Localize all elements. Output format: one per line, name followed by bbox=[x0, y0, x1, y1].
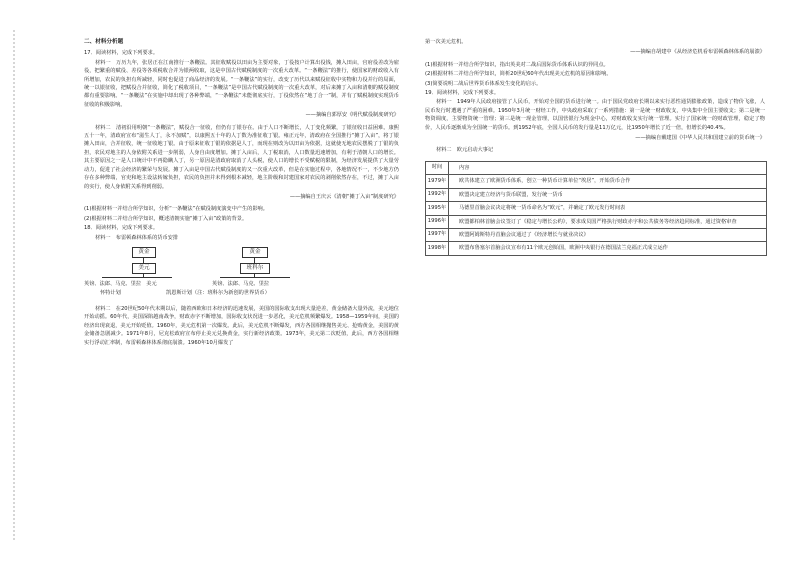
header-year: 时间 bbox=[426, 161, 449, 174]
row-event: 马德里首脑会议决定将统一货币命名为“欧元”，并确定了欧元发行时间表 bbox=[449, 202, 767, 215]
row-year: 1997年 bbox=[426, 228, 449, 241]
q18-ask-1: (1)根据材料一并结合所学知识，指出英美对二战后国际货币体系认识的异同点。 bbox=[425, 61, 609, 68]
table-row bbox=[426, 188, 767, 201]
q18-material-2-continued: 第一次美元危机。 bbox=[425, 39, 467, 45]
q17-material-1: 材料一 万历九年，张居正在江南推行一条鞭法。其征收赋役以田亩为主要对象，丁役按户计算出役钱，摊入田亩，官府役差改为雇役，把繁重的赋役、差役等各项税收合并为银两收取，这是中国古代赋税制度的一次重大改革。“一条鞭法”的推行，使国家的财政收入有所增加，农民的负担有所减轻，同时也促进了商品经济的发展。“一条鞭法”的实行，改变了历代以来赋役征收中实物和力役并行的局面，统一以银征收，把赋役合并征收，简化了税收项目，“一条鞭法”是中国古代赋役制度的一次重大改革，对后来摊丁入亩和清朝的赋役制度都有重要影响。“一条鞭法”在实施中却出现了各种弊端，“一条鞭法”未能彻底实行，丁役依然在“地丁合一”制，并有了赋税制度实现货币征收的积极影响。 bbox=[84, 59, 399, 108]
keynes-plan-label: 凯恩斯计划（注：班科尔为新创的世界货币） bbox=[166, 289, 270, 296]
table-header-row bbox=[426, 161, 767, 174]
currencies-right: 英镑、法郎、马克、里拉 bbox=[212, 280, 270, 287]
left-column bbox=[84, 38, 399, 347]
row-event: 欧共体建立了欧洲货币体系，创立一种货币计算单位“埃居”，开始货币合作 bbox=[449, 175, 767, 188]
q17-source-2: ——摘编自王庆云《清朝“摊丁入亩”制度研究》 bbox=[289, 193, 399, 200]
bancor-box: 班科尔 bbox=[240, 263, 270, 274]
header-event: 内容 bbox=[449, 161, 767, 174]
white-plan-label: 怀特计划 bbox=[100, 289, 121, 296]
table-row bbox=[426, 175, 767, 188]
gold-box-right: 黄金 bbox=[242, 247, 268, 258]
row-year: 1992年 bbox=[426, 188, 449, 201]
connector-line bbox=[220, 277, 290, 278]
row-event: 欧盟阿姆斯特丹首脑会议通过了《经济增长与就业决议》 bbox=[449, 228, 767, 241]
row-year: 1979年 bbox=[426, 175, 449, 188]
currencies-left: 英镑、法郎、马克、里拉 美元 bbox=[84, 280, 157, 287]
usd-box: 美元 bbox=[132, 263, 156, 274]
section-title: 二、材料分析题 bbox=[84, 39, 124, 45]
q18-ask-3: (3)简要说明二战后世界货币体系发生变化的启示。 bbox=[425, 80, 542, 87]
table-row bbox=[426, 228, 767, 241]
q17-ask-1: (1)根据材料一并结合所学知识，分析“一条鞭法”在赋役制度演变中产生的影响。 bbox=[84, 206, 268, 213]
q17-ask-2: (2)根据材料二并结合所学知识，概述清朝实施“摊丁入亩”政策的背景。 bbox=[84, 215, 248, 222]
currency-system-diagram bbox=[84, 245, 399, 303]
binding-margin bbox=[0, 30, 24, 540]
q18-material-2: 材料二 在20世纪50年代末期以后，随着西欧和日本经济的迅速发展，美国的国际收支出现大量逆差，黄金储备大量外流，美元地位开始动摇。60年代，美国深陷越南战争，财政赤字不断增加，国际收支状况进一步恶化，美元危机频繁爆发。1958—1959年间，美国的经济出现衰退，美元开始贬值。1960年，美元危机第一次爆发。此后，美元危机不断爆发，西方各国相继抛售美元、抢购黄金，美国的黄金储备急剧减少。1971年8月，尼克松政府宣布停止美元兑换黄金，实行新经济政策。1973年，美元第二次贬值，此后，西方各国相继实行浮动汇率制，布雷顿森林体系彻底崩溃。1960年10月爆发了 bbox=[84, 305, 399, 346]
question-17-title: 17．阅读材料，完成下列要求。 bbox=[84, 50, 159, 57]
euro-events-table bbox=[425, 161, 767, 256]
row-year: 1995年 bbox=[426, 202, 449, 215]
q19-table-caption: 材料二 欧元启动大事记 bbox=[436, 147, 494, 154]
table-row bbox=[426, 202, 767, 215]
connector-line bbox=[102, 277, 172, 278]
q19-material-1: 材料一 1949年人民政府接管了人民币，开始对全国的货币进行统一。由于国民党政府长期以来实行恶性通货膨胀政策，造成了物价飞涨，人民币发行时遭遇了严重的困难。1950年3月统一财经工作，中央政府采取了一系列措施：第一是统一财政收支，中央集中全国主要收支；第二是统一物资调度，主要物资统一管理；第三是统一现金管理，以国营银行为现金中心，对财政收支实行统一管理。实行了国家统一的财政管理，稳定了物价，人民币逐渐成为全国统一的货币。到1952年底，全国人民币的发行量是11万亿元，比1950年增长了近一倍，但增长的40.4%。 bbox=[425, 99, 765, 131]
q18-source: ——摘编自胡建中《从经济危机看布雷顿森林体系的崩溃》 bbox=[630, 49, 765, 56]
row-year: 1996年 bbox=[426, 215, 449, 228]
gold-box-left: 黄金 bbox=[132, 247, 156, 258]
q18-ask-2: (2)根据材料二并结合所学知识，简析20世纪60年代出现美元危机的原因和影响。 bbox=[425, 71, 612, 78]
question-18-title: 18．阅读材料，完成下列要求。 bbox=[84, 225, 159, 232]
q17-source-1: ——摘编自郭厚安《明代赋役制度研究》 bbox=[305, 112, 399, 119]
table-row bbox=[426, 215, 767, 228]
row-event: 欧盟布鲁塞尔首脑会议宣布有11个欧元创始国，欧洲中央银行在德国法兰克福正式成立运作 bbox=[449, 242, 767, 255]
row-year: 1998年 bbox=[426, 242, 449, 255]
row-event: 欧盟都柏林首脑会议签订了《稳定与增长公约》，要求成员国严格执行财政赤字和公共债务等经济趋同标准，通过资格审查 bbox=[449, 215, 767, 228]
question-19-title: 19．阅读材料，完成下列要求。 bbox=[425, 90, 500, 97]
right-column bbox=[425, 38, 765, 256]
row-event: 欧盟决定建立经济与货币联盟，发行统一货币 bbox=[449, 188, 767, 201]
q18-diagram-caption: 材料一 布雷顿森林体系的货币安排 bbox=[95, 234, 179, 241]
q17-material-2: 材料二 清初沿用明朝“一条鞭法”，赋役合一征收，但仍有丁银存在。由于人口不断增长，人丁变化频繁，丁银征收日益困难。康熙五十一年，清政府宣布“滋生人丁，永不加赋”，以康熙五十年的人丁数为准征收丁银。雍正元年，清政府在全国推行“摊丁入亩”，将丁银摊入田亩，合并征收，统一征收地丁银。由于原来征收丁银的依据是人丁，而现在则改为以田亩为依据，这就使无地农民摆脱了丁银的负担，农民对地主的人身依附关系进一步削弱，人身自由度增加。摊丁入亩后，人丁税取消，人口数量迅速增加，有利于清朝人口的增长。其主要原因之一是人口统计中不再隐瞒人丁，另一原因是清政府取消了人头税，使人口的增长不受赋税的限制，为经济发展提供了大量劳动力，促进了社会经济的繁荣与发展。摊丁入亩是中国古代赋役制度的又一次重大改革，但是在实施过程中，各地情况不一，不少地方仍存在多种弊端，官吏和地主设法转嫁负担，农民的负担并未得到根本减轻，地主阶级和封建国家对农民的剥削依然存在，不过，摊丁入亩的实行，使人身依附关系得到削弱。 bbox=[84, 124, 399, 190]
table-row bbox=[426, 242, 767, 255]
q19-source: ——摘编自戴建国《中华人民共和国建立前的货币统一》 bbox=[635, 135, 765, 142]
